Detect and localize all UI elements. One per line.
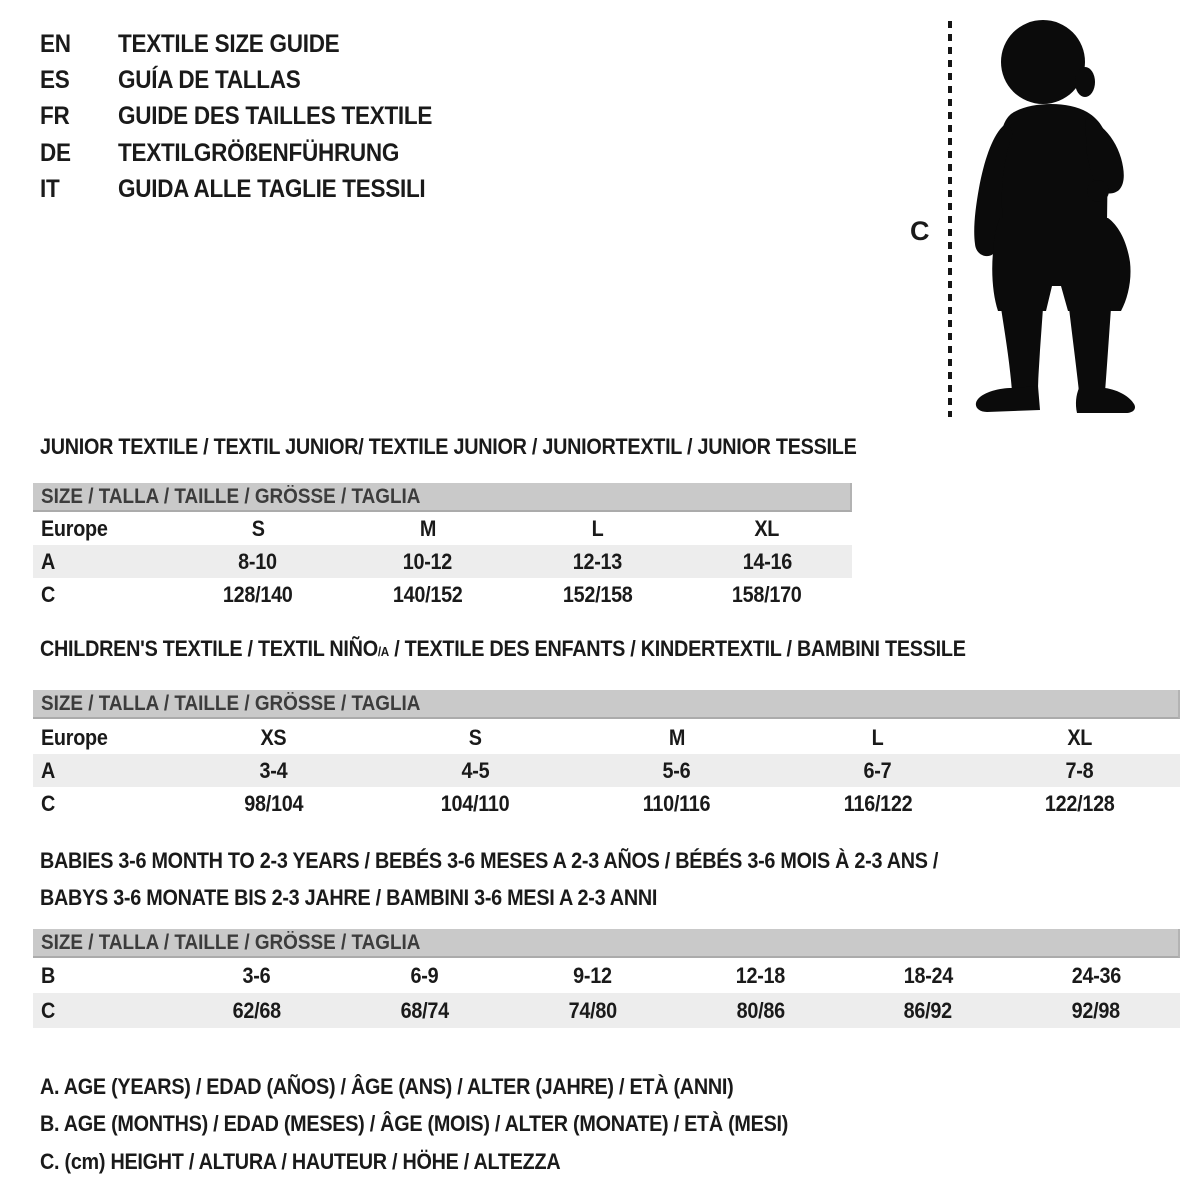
cell-text: XL (1066, 724, 1092, 750)
table-cell (374, 791, 575, 817)
cell-text: 3-6 (242, 962, 271, 988)
cell-text: 140/152 (392, 581, 463, 607)
row-label-text: A (41, 548, 56, 574)
legend-line-b (40, 1106, 871, 1144)
size-header-label: SIZE / TALLA / TAILLE / GRÖSSE / TAGLIA (41, 485, 421, 508)
cell-text: 6-9 (410, 962, 439, 988)
table-cell (682, 549, 852, 575)
cell-text: 80/86 (736, 997, 785, 1023)
table-cell (173, 516, 343, 542)
guide-title: GUIDE DES TAILLES TEXTILE (118, 102, 433, 131)
cell-text: 104/110 (440, 790, 510, 816)
measurement-legend (40, 1068, 871, 1181)
table-cell (173, 963, 341, 989)
row-label (33, 758, 173, 784)
table-cell (173, 791, 374, 817)
children-section-title-text (40, 636, 966, 662)
table-cell (509, 998, 677, 1024)
children-size-table (33, 721, 1180, 820)
table-cell (343, 582, 513, 608)
row-label (33, 725, 173, 751)
language-row (40, 172, 467, 208)
table-row (33, 721, 1180, 754)
table-cell (1012, 963, 1180, 989)
table-cell (979, 725, 1180, 751)
table-cell (777, 791, 978, 817)
cell-text: 86/92 (904, 997, 953, 1023)
table-cell (343, 549, 513, 575)
cell-text: 10-12 (402, 548, 453, 574)
table-cell (682, 582, 852, 608)
table-cell (682, 516, 852, 542)
table-cell (513, 582, 683, 608)
cell-text: XL (754, 515, 780, 541)
title-post: / TEXTILE DES ENFANTS / KINDERTEXTIL / BAMBINI TESSILE (388, 636, 966, 661)
cell-text: 18-24 (903, 962, 953, 988)
language-code: FR (40, 102, 70, 131)
cell-text: 110/116 (642, 790, 711, 816)
children-size-header-bar (33, 690, 1180, 719)
table-cell (173, 758, 374, 784)
baby-silhouette-icon (966, 18, 1140, 416)
table-row (33, 993, 1180, 1028)
table-cell (173, 582, 343, 608)
row-label (33, 963, 173, 989)
table-cell (777, 725, 978, 751)
guide-title: TEXTILE SIZE GUIDE (118, 29, 340, 58)
language-code: ES (40, 66, 70, 95)
table-cell (343, 516, 513, 542)
table-cell (844, 963, 1012, 989)
cell-text: 12-18 (735, 962, 786, 988)
row-label-text: C (41, 997, 56, 1023)
cell-text: 5-6 (662, 757, 691, 783)
cell-text: 68/74 (400, 997, 449, 1023)
cell-text: 128/140 (223, 581, 293, 607)
table-cell (513, 549, 683, 575)
table-row (33, 578, 852, 611)
children-section-title (40, 636, 1068, 662)
cell-text: 116/122 (843, 790, 913, 816)
row-label (33, 998, 173, 1024)
row-label (33, 582, 173, 608)
cell-text: 7-8 (1065, 757, 1094, 783)
table-cell (173, 549, 343, 575)
cell-text: 4-5 (461, 757, 490, 783)
legend-line-a (40, 1068, 871, 1106)
table-cell (576, 758, 777, 784)
language-code: IT (40, 175, 60, 204)
cell-text: 6-7 (864, 757, 892, 783)
cell-text: 158/170 (732, 581, 802, 607)
babies-size-table (33, 958, 1180, 1028)
guide-title: TEXTILGRÖßENFÜHRUNG (118, 138, 400, 167)
row-label-text: C (41, 790, 56, 816)
table-row (33, 512, 852, 545)
babies-size-header-bar (33, 929, 1180, 958)
table-cell (576, 791, 777, 817)
junior-size-table (33, 512, 852, 611)
legend-text: B. AGE (MONTHS) / EDAD (MESES) / ÂGE (MOIS) / ALTER (MONATE) / ETÀ (MESI) (40, 1111, 789, 1137)
language-row (40, 26, 467, 62)
cell-text: 8-10 (238, 548, 278, 574)
cell-text: 122/128 (1044, 790, 1115, 816)
table-row (33, 787, 1180, 820)
row-label-text: C (41, 581, 56, 607)
cell-text: M (419, 515, 436, 541)
cell-text: 3-4 (259, 757, 288, 783)
cell-text: 152/158 (562, 581, 633, 607)
table-cell (341, 998, 509, 1024)
cell-text: 62/68 (232, 997, 282, 1023)
table-row (33, 545, 852, 578)
size-header-label: SIZE / TALLA / TAILLE / GRÖSSE / TAGLIA (41, 692, 421, 715)
cell-text: 12-13 (572, 548, 623, 574)
language-code: DE (40, 138, 71, 167)
cell-text: 74/80 (568, 997, 617, 1023)
table-cell (777, 758, 978, 784)
cell-text: L (591, 515, 604, 541)
table-cell (1012, 998, 1180, 1024)
table-cell (173, 998, 341, 1024)
table-cell (341, 963, 509, 989)
babies-title-line1: BABIES 3-6 MONTH TO 2-3 YEARS / BEBÉS 3-6 MESES A 2-3 AÑOS / BÉBÉS 3-6 MOIS À 2-3 ANS / (40, 848, 939, 873)
babies-title-line2: BABYS 3-6 MONATE BIS 2-3 JAHRE / BAMBINI 3-6 MESI A 2-3 ANNI (40, 885, 658, 910)
cell-text: S (468, 724, 482, 750)
row-label-text: B (41, 962, 56, 988)
language-code: EN (40, 29, 71, 58)
table-cell (374, 725, 575, 751)
size-header-label: SIZE / TALLA / TAILLE / GRÖSSE / TAGLIA (41, 931, 421, 954)
junior-section-title-text: JUNIOR TEXTILE / TEXTIL JUNIOR/ TEXTILE JUNIOR / JUNIORTEXTIL / JUNIOR TESSILE (40, 434, 857, 459)
babies-section-title (40, 842, 1038, 916)
cell-text: 92/98 (1071, 997, 1121, 1023)
guide-title: GUÍA DE TALLAS (118, 66, 301, 95)
cell-text: S (251, 515, 265, 541)
table-cell (979, 758, 1180, 784)
height-measure-dashed-line (948, 21, 952, 417)
cell-text: 98/104 (244, 790, 304, 816)
table-cell (576, 725, 777, 751)
title-pre: CHILDREN'S TEXTILE / TEXTIL NIÑO (40, 636, 378, 661)
table-row (33, 754, 1180, 787)
guide-title: GUIDA ALLE TAGLIE TESSILI (118, 175, 426, 204)
table-cell (513, 516, 683, 542)
row-label-text: A (41, 757, 56, 783)
table-cell (844, 998, 1012, 1024)
cell-text: M (668, 724, 685, 750)
table-cell (676, 963, 844, 989)
table-cell (676, 998, 844, 1024)
cell-text: 9-12 (573, 962, 612, 988)
table-cell (979, 791, 1180, 817)
cell-text: 24-36 (1071, 962, 1121, 988)
row-label (33, 791, 173, 817)
row-label (33, 516, 173, 542)
table-cell (374, 758, 575, 784)
language-row (40, 99, 467, 135)
junior-size-header-bar (33, 483, 852, 512)
legend-text: C. (cm) HEIGHT / ALTURA / HAUTEUR / HÖHE / ALTEZZA (40, 1148, 561, 1174)
legend-line-c (40, 1143, 871, 1181)
row-label-text: Europe (41, 724, 108, 750)
table-cell (509, 963, 677, 989)
height-measure-label: C (910, 216, 930, 246)
language-row (40, 135, 467, 171)
table-row (33, 958, 1180, 993)
row-label (33, 549, 173, 575)
cell-text: XS (260, 724, 287, 750)
cell-text: L (872, 724, 884, 750)
table-cell (173, 725, 374, 751)
legend-text: A. AGE (YEARS) / EDAD (AÑOS) / ÂGE (ANS) / ALTER (JAHRE) / ETÀ (ANNI) (40, 1073, 734, 1099)
junior-section-title (40, 434, 947, 460)
cell-text: 14-16 (742, 548, 792, 574)
language-row (40, 62, 467, 98)
title-sub: /A (377, 644, 389, 659)
language-title-list (40, 26, 467, 208)
row-label-text: Europe (41, 515, 108, 541)
